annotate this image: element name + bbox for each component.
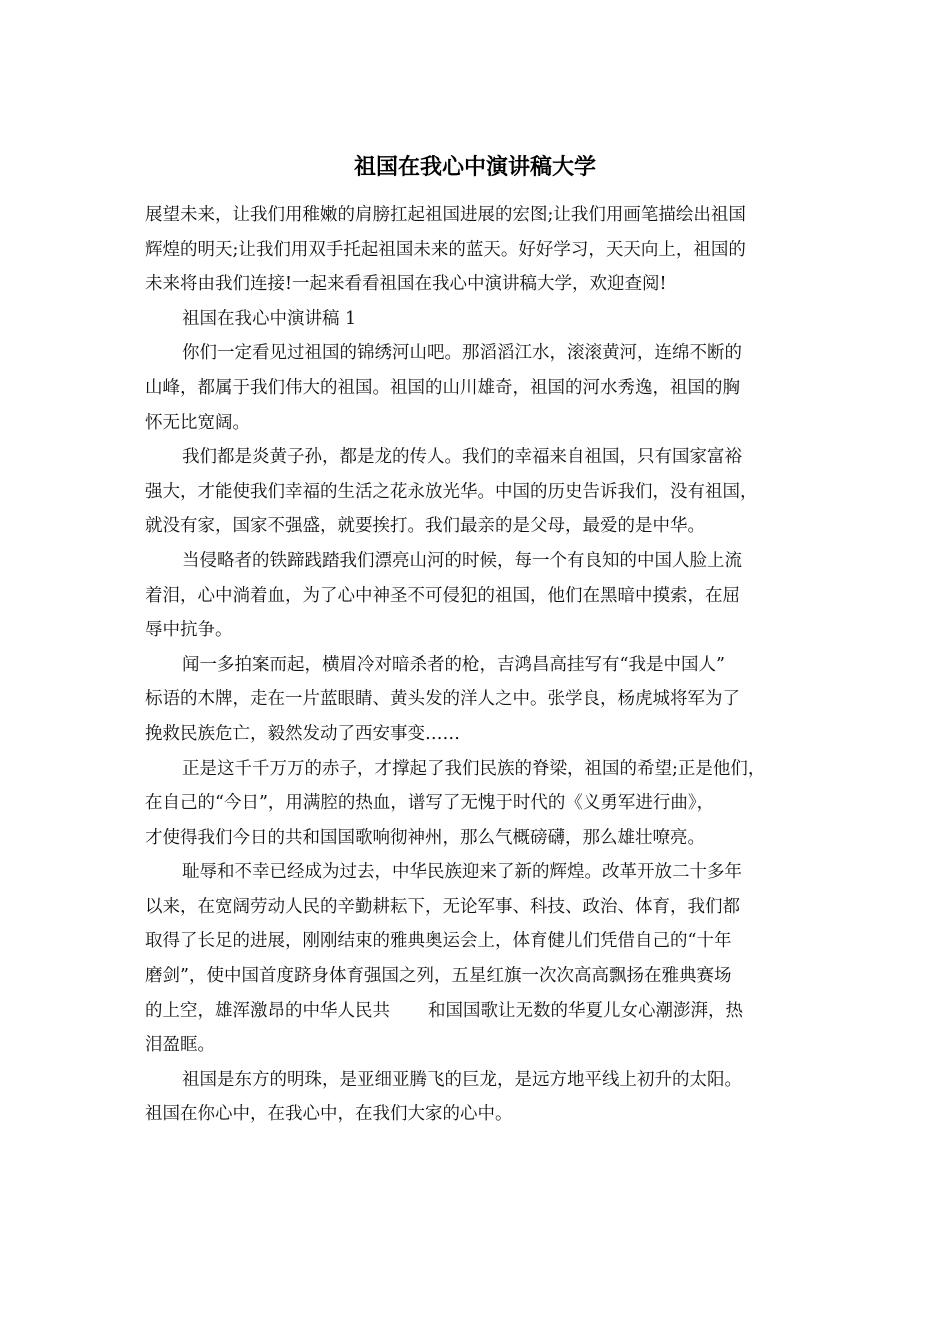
text-line: 正是这千千万万的赤子，才撑起了我们民族的脊梁，祖国的希望;正是他们， <box>182 758 766 779</box>
text-line: 挽救民族危亡，毅然发动了西安事变…… <box>145 723 460 744</box>
text-line: 当侵略者的铁蹄践踏我们漂亮山河的时候，每一个有良知的中国人脸上流 <box>182 550 742 571</box>
text-line: 在自己的“今日”，用满腔的热血，谱写了无愧于时代的《义勇军进行曲》， <box>145 793 715 814</box>
text-line: 标语的木牌，走在一片蓝眼睛、黄头发的洋人之中。张学良，杨虎城将军为了 <box>145 689 740 710</box>
paragraph <box>145 440 825 544</box>
text-line: 展望未来，让我们用稚嫩的肩膀扛起祖国进展的宏图;让我们用画笔描绘出祖国 <box>145 205 746 225</box>
text-line: 祖国在你心中，在我心中，在我们大家的心中。 <box>145 1104 513 1125</box>
document-body <box>145 198 825 1132</box>
text-line: 山峰，都属于我们伟大的祖国。祖国的山川雄奇，祖国的河水秀逸，祖国的胸 <box>145 377 740 398</box>
text-line: 祖国是东方的明珠，是亚细亚腾飞的巨龙，是远方地平线上初升的太阳。 <box>182 1069 742 1090</box>
section-heading: 祖国在我心中演讲稿 1 <box>182 308 357 329</box>
text-line: 我们都是炎黄子孙，都是龙的传人。我们的幸福来自祖国，只有国家富裕 <box>182 447 742 468</box>
text-line: 辉煌的明天;让我们用双手托起祖国未来的蓝天。好好学习，天天向上，祖国的 <box>145 239 746 260</box>
text-line-split <box>145 994 825 1029</box>
text-line: 取得了长足的进展，刚刚结束的雅典奥运会上，体育健儿们凭借自己的“十年 <box>145 931 732 952</box>
paragraph <box>145 1063 825 1132</box>
text-line: 闻一多拍案而起，横眉冷对暗杀者的枪，吉鸿昌高挂写有“我是中国人” <box>182 654 725 675</box>
text-line: 才使得我们今日的共和国国歌响彻神州，那么气概磅礴，那么雄壮嘹亮。 <box>145 827 705 848</box>
paragraph <box>145 544 825 648</box>
intro-paragraph <box>145 198 825 302</box>
text-line: 你们一定看见过祖国的锦绣河山吧。那滔滔江水，滚滚黄河，连绵不断的 <box>182 343 742 364</box>
text-line: 耻辱和不幸已经成为过去，中华民族迎来了新的辉煌。改革开放二十多年 <box>182 862 742 883</box>
text-fragment: 和国国歌让无数的华夏儿女心潮澎湃，热 <box>428 1000 743 1021</box>
text-line: 以来，在宽阔劳动人民的辛勤耕耘下，无论军事、科技、政治、体育，我们都 <box>145 896 740 917</box>
text-line: 强大，才能使我们幸福的生活之花永放光华。中国的历史告诉我们，没有祖国， <box>145 481 758 502</box>
text-line: 着泪，心中淌着血，为了心中神圣不可侵犯的祖国，他们在黑暗中摸索，在屈 <box>145 585 740 606</box>
document-title: 祖国在我心中演讲稿大学 <box>353 155 596 180</box>
paragraph <box>145 648 825 752</box>
text-line: 就没有家，国家不强盛，就要挨打。我们最亲的是父母，最爱的是中华。 <box>145 516 705 537</box>
text-line: 未来将由我们连接!一起来看看祖国在我心中演讲稿大学，欢迎查阅! <box>145 274 667 295</box>
text-line: 泪盈眶。 <box>145 1035 215 1056</box>
text-line: 怀无比宽阔。 <box>145 412 250 433</box>
text-line: 磨剑”，使中国首度跻身体育强国之列，五星红旗一次次高高飘扬在雅典赛场 <box>145 966 732 987</box>
text-line: 辱中抗争。 <box>145 620 233 641</box>
paragraph <box>145 855 825 1063</box>
paragraph <box>145 336 825 440</box>
text-fragment: 的上空，雄浑激昂的中华人民共 <box>145 1000 390 1021</box>
paragraph <box>145 752 825 856</box>
